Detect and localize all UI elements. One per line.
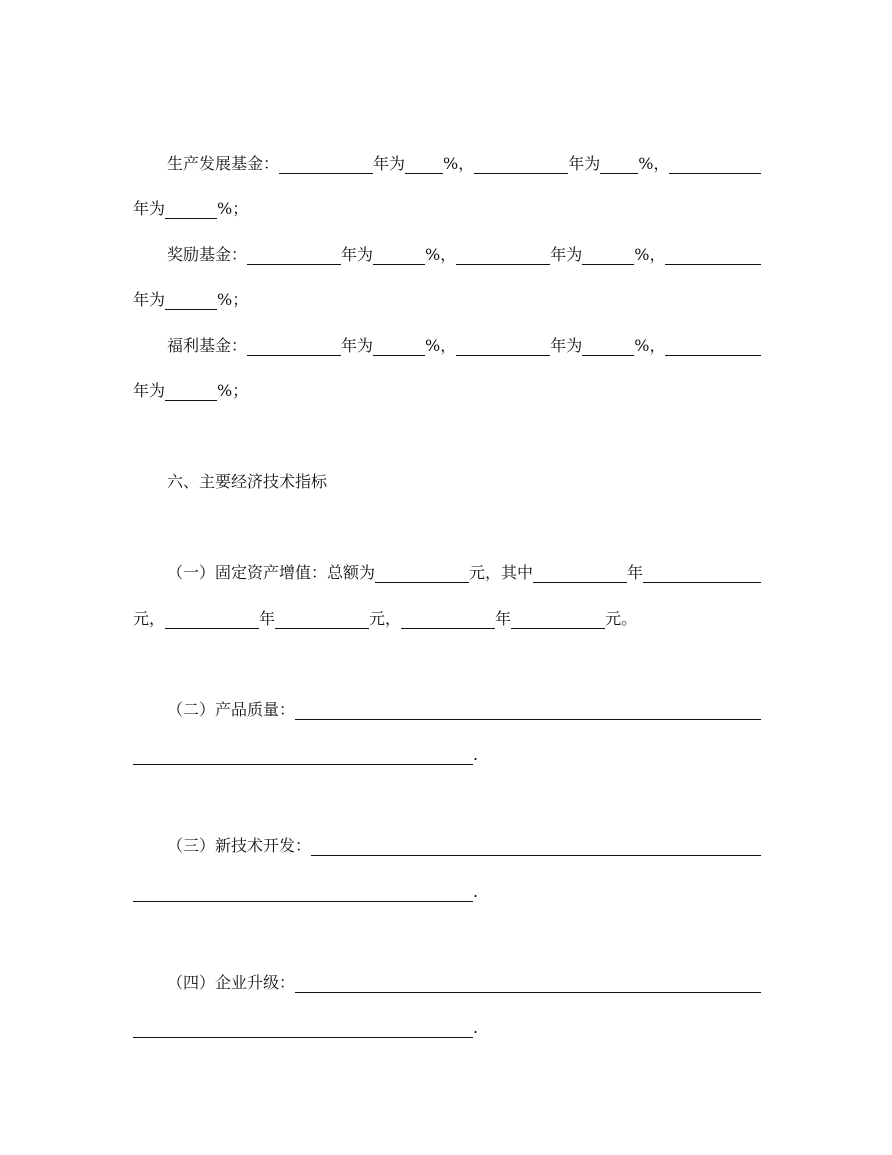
year-word: 年为 xyxy=(373,154,406,173)
year-word: 年为 xyxy=(341,336,374,355)
item-fixed-assets-cont xyxy=(133,605,761,629)
nian-text: 年 xyxy=(627,563,644,582)
year-word: 年为 xyxy=(341,245,374,264)
item-new-tech-cont xyxy=(133,878,761,902)
item-label: （四）企业升级： xyxy=(167,973,296,992)
nian-text: 年 xyxy=(495,609,512,628)
nian-text: 年 xyxy=(259,609,276,628)
yuan-text: 元，其中 xyxy=(469,563,534,582)
fund-label: 福利基金： xyxy=(167,336,248,355)
year-word: 年为 xyxy=(133,199,166,218)
year-word: 年为 xyxy=(550,245,583,264)
item-new-tech xyxy=(133,832,761,856)
fund-line-welfare xyxy=(133,332,761,356)
item-upgrade xyxy=(133,969,761,993)
amount-blank[interactable] xyxy=(643,563,761,583)
fund-line-bonus-cont xyxy=(133,286,761,310)
fund-line-production xyxy=(133,150,761,174)
section-title: 六、主要经济技术指标 xyxy=(167,472,328,491)
period: . xyxy=(473,1018,479,1037)
year-blank[interactable] xyxy=(401,609,495,629)
percent-blank[interactable] xyxy=(582,336,634,356)
year-word: 年为 xyxy=(550,336,583,355)
percent-sign: %， xyxy=(634,336,666,355)
answer-blank[interactable] xyxy=(295,973,761,993)
year-blank[interactable] xyxy=(665,245,761,265)
percent-sign: %， xyxy=(638,154,670,173)
year-word: 年为 xyxy=(133,381,166,400)
percent-blank[interactable] xyxy=(405,154,443,174)
item-upgrade-cont xyxy=(133,1014,761,1038)
year-blank[interactable] xyxy=(279,154,373,174)
year-blank[interactable] xyxy=(474,154,568,174)
fund-line-production-cont xyxy=(133,195,761,219)
period: . xyxy=(473,882,479,901)
percent-blank[interactable] xyxy=(165,381,217,401)
section-heading xyxy=(133,468,761,492)
percent-blank[interactable] xyxy=(165,290,217,310)
year-word: 年为 xyxy=(133,290,166,309)
percent-blank[interactable] xyxy=(600,154,638,174)
item-label: （三）新技术开发： xyxy=(167,836,312,855)
percent-blank[interactable] xyxy=(373,245,425,265)
answer-blank[interactable] xyxy=(133,882,473,902)
percent-sign: %， xyxy=(425,245,457,264)
period: . xyxy=(473,745,479,764)
fund-label: 生产发展基金： xyxy=(167,154,280,173)
item-fixed-assets xyxy=(133,559,761,583)
answer-blank[interactable] xyxy=(133,1018,473,1038)
year-blank[interactable] xyxy=(456,336,550,356)
percent-sign: %； xyxy=(217,290,249,309)
yuan-text: 元， xyxy=(133,609,166,628)
item-product-quality-cont xyxy=(133,741,761,765)
percent-blank[interactable] xyxy=(373,336,425,356)
percent-blank[interactable] xyxy=(165,199,217,219)
amount-blank[interactable] xyxy=(275,609,369,629)
year-blank[interactable] xyxy=(247,245,341,265)
year-blank[interactable] xyxy=(456,245,550,265)
fund-label: 奖励基金： xyxy=(167,245,248,264)
item-product-quality xyxy=(133,696,761,720)
year-word: 年为 xyxy=(568,154,601,173)
fund-line-welfare-cont xyxy=(133,377,761,401)
answer-blank[interactable] xyxy=(295,700,761,720)
year-blank[interactable] xyxy=(247,336,341,356)
item-label: （二）产品质量： xyxy=(167,700,296,719)
year-blank[interactable] xyxy=(533,563,627,583)
fund-line-bonus xyxy=(133,241,761,265)
amount-blank[interactable] xyxy=(375,563,469,583)
year-blank[interactable] xyxy=(669,154,761,174)
percent-sign: %； xyxy=(217,199,249,218)
percent-sign: %， xyxy=(425,336,457,355)
item-label: （一）固定资产增值：总额为 xyxy=(167,563,376,582)
percent-sign: %， xyxy=(443,154,475,173)
percent-blank[interactable] xyxy=(582,245,634,265)
amount-blank[interactable] xyxy=(511,609,605,629)
yuan-text: 元， xyxy=(369,609,402,628)
yuan-text: 元。 xyxy=(605,609,638,628)
year-blank[interactable] xyxy=(665,336,761,356)
year-blank[interactable] xyxy=(165,609,259,629)
answer-blank[interactable] xyxy=(133,745,473,765)
percent-sign: %， xyxy=(634,245,666,264)
percent-sign: %； xyxy=(217,381,249,400)
answer-blank[interactable] xyxy=(311,836,761,856)
